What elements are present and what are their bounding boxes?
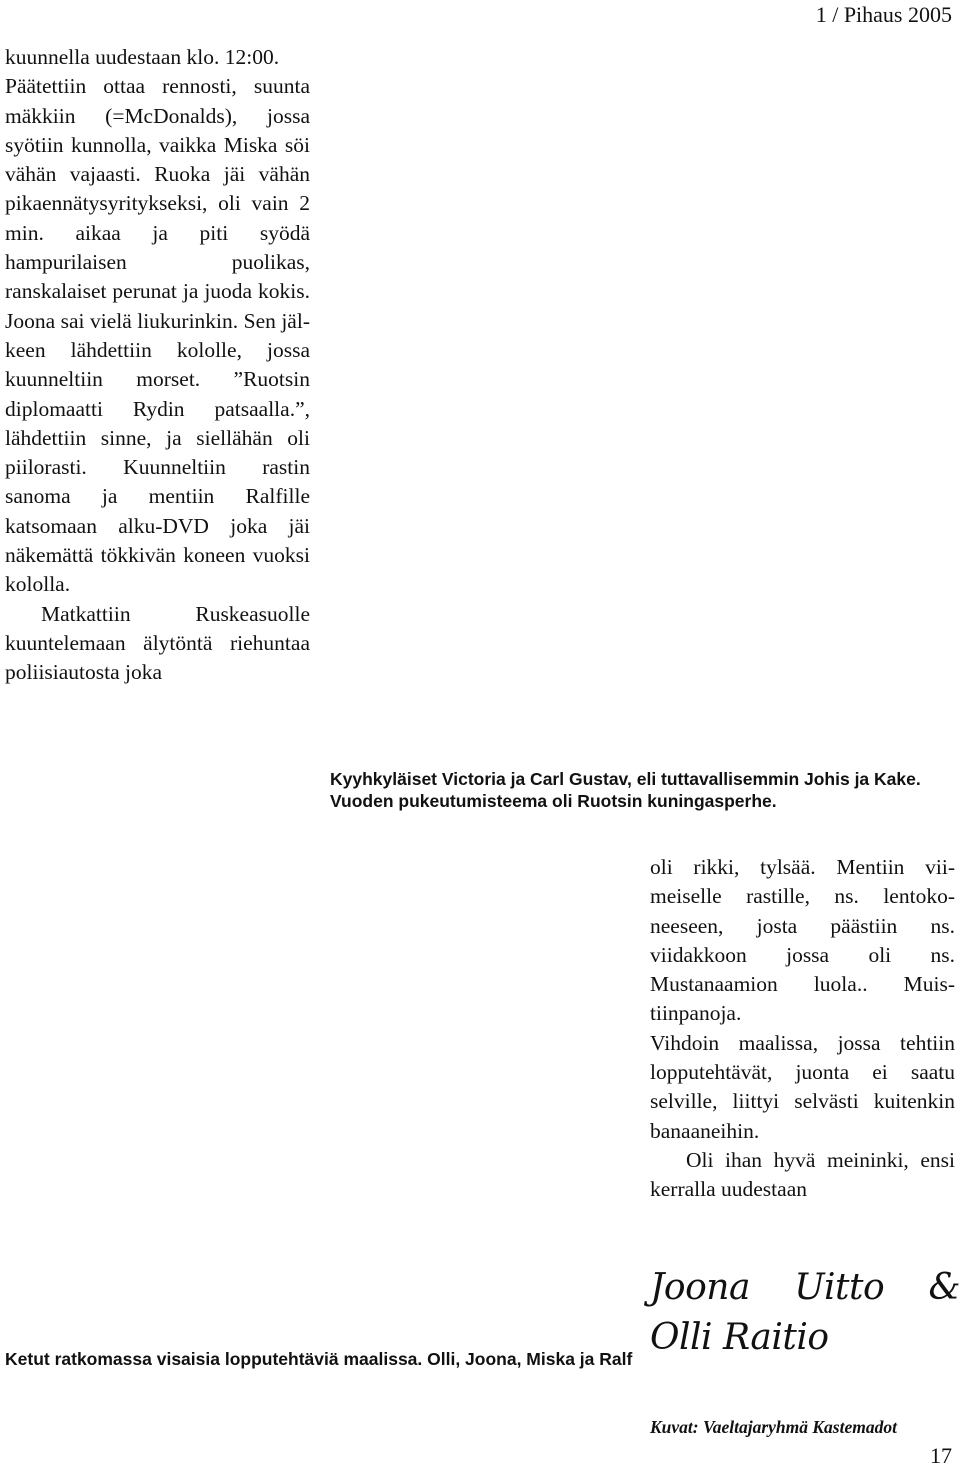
- photo-credit: Kuvat: Vaeltajaryhmä Kastemadot: [650, 1417, 897, 1437]
- paragraph: oli rikki, tylsää. Mentiin viimeiselle rastille, ns. lentokoneeseen, josta päästiin ns. viidakkoon jossa oli ns. Mustanaamion luola.. Muistiinpanoja.: [650, 855, 955, 1026]
- signature-line: Olli Raitio: [650, 1317, 829, 1358]
- paragraph: Päätettiin ottaa rennosti, suunta mäkkiin (=McDonalds), jossa syötiin kunnolla, vaikka Miska söi vähän vajaasti. Ruoka jäi vähän pikaennätysyritykseksi, oli vain 2 min. aikaa ja piti syödä hampurilaisen puolikas, ranskalaiset perunat ja juoda kokis. Joona sai vielä liukurinkin. Sen jälkeen lähdettiin kololle, jossa kuunneltiin morset. ”Ruotsin diplomaatti Rydin patsaalla.”, lähdettiin sinne, ja siellähän oli piilorasti. Kuunneltiin rastin sanoma ja mentiin Ralfille katsomaan alku-DVD joka jäi näkemättä tökkivän koneen vuoksi kololla.: [5, 74, 310, 597]
- photo-caption: Ketut ratkomassa visaisia lopputehtäviä maalissa. Olli, Joona, Miska ja Ralf: [5, 1349, 633, 1369]
- issue-header: 1 / Pihaus 2005: [815, 2, 952, 27]
- signature-word: &: [928, 1267, 960, 1308]
- signature-line: [650, 1263, 960, 1313]
- page-number: 17: [930, 1443, 952, 1468]
- paragraph: kuunnella uudestaan klo. 12:00.: [5, 45, 280, 69]
- photo-caption: Kyyhkyläiset Victoria ja Carl Gustav, eli tuttavallisemmin Johis ja Kake. Vuoden pukeutumisteema oli Ruotsin kuningasperhe.: [330, 769, 921, 811]
- paragraph: Oli ihan hyvä meininki, ensi kerralla uudestaan: [650, 1147, 955, 1202]
- article-right-column: [650, 853, 955, 1205]
- signature-word: Uitto: [794, 1267, 885, 1308]
- paragraph: Matkattiin Ruskeasuolle kuuntelemaan älytöntä riehuntaa poliisiautosta joka: [5, 601, 310, 685]
- author-signature: [650, 1263, 960, 1363]
- signature-word: Joona: [650, 1267, 750, 1308]
- paragraph: Vihdoin maalissa, jossa tehtiin lopputehtävät, juonta ei saatu selville, liittyi selvästi kuitenkin banaaneihin.: [650, 1030, 955, 1143]
- article-left-column: [5, 43, 310, 688]
